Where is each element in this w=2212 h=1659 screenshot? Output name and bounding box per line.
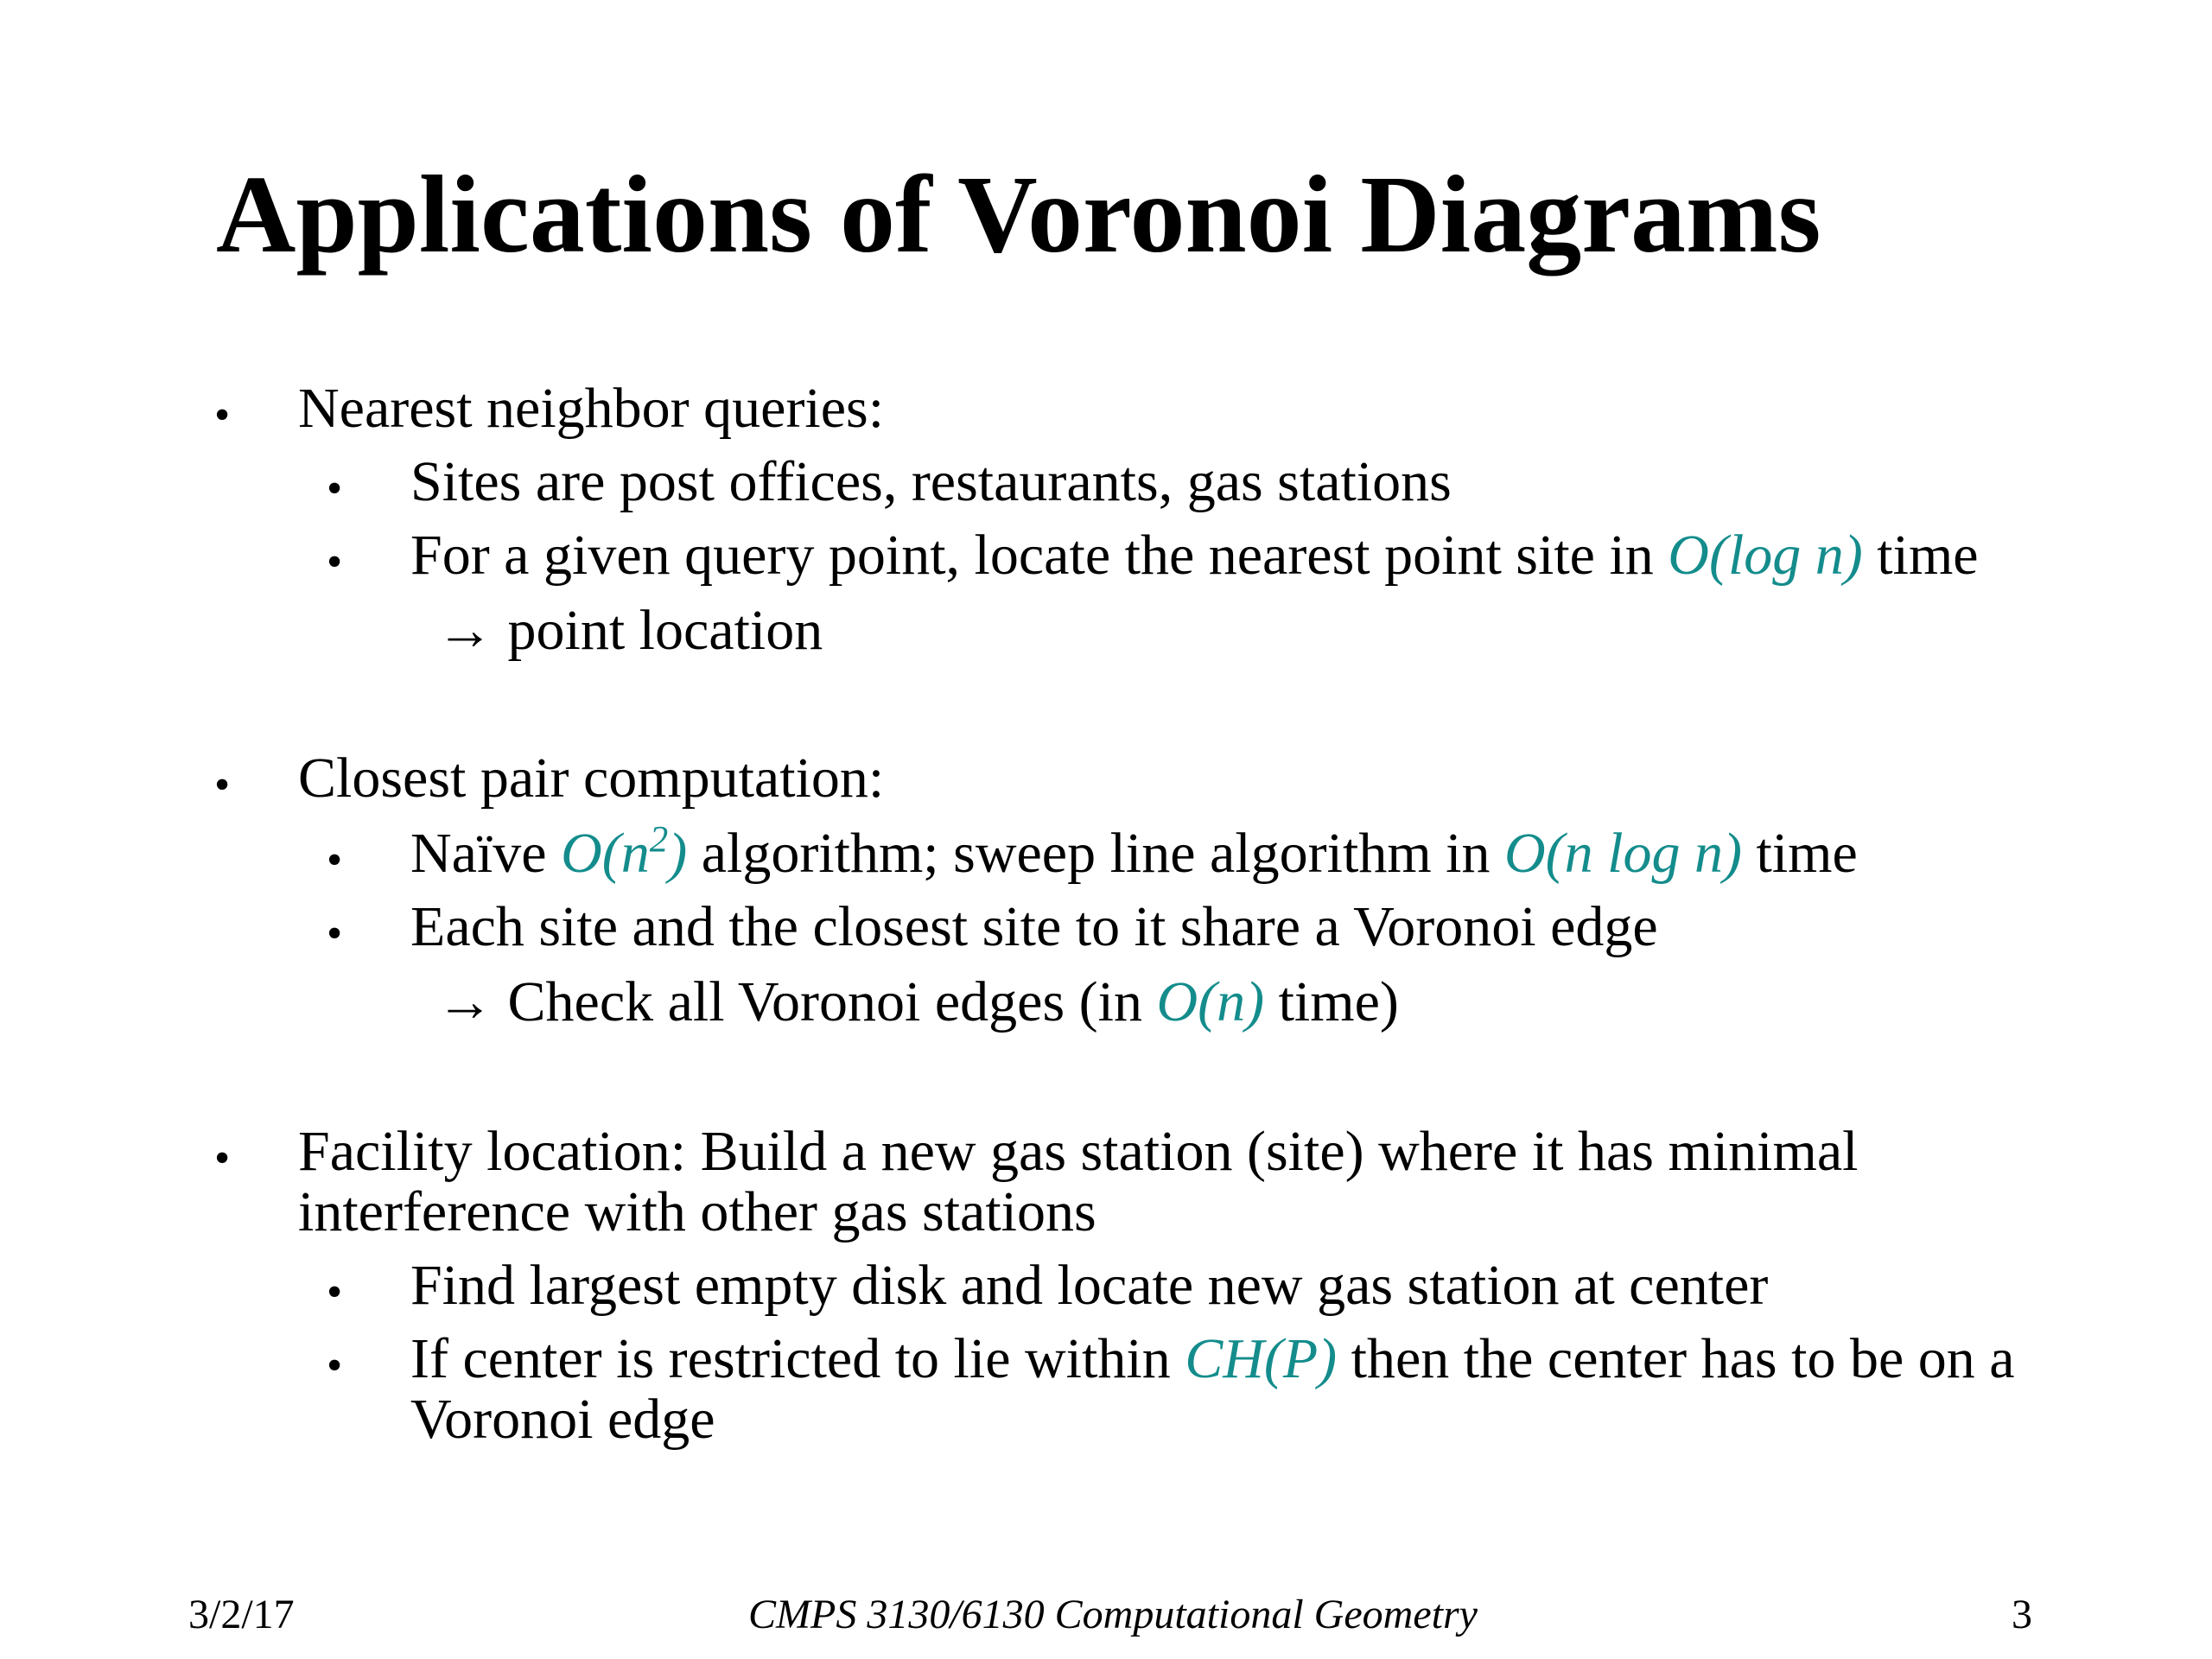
note-point-location: → point location (436, 599, 823, 662)
bullet-dot: • (214, 760, 231, 810)
math-o-log-n: O(log n) (1668, 524, 1863, 587)
sub-item-largest-disk: Find largest empty disk and locate new gas station at center (410, 1254, 1769, 1317)
bullet-dot: • (327, 1268, 343, 1317)
bullet-dot: • (327, 537, 343, 587)
section-heading-nearest-neighbor: Nearest neighbor queries: (298, 377, 885, 440)
sub-item-share-edge: Each site and the closest site to it share a Voronoi edge (410, 895, 1658, 958)
note-check-edges: → Check all Voronoi edges (in O(n) time) (436, 970, 1399, 1033)
footer-date: 3/2/17 (188, 1592, 295, 1637)
bullet-dot: • (214, 1134, 231, 1183)
bullet-dot: • (327, 1341, 343, 1390)
sub-item-center-restricted: If center is restricted to lie within CH(P) then the center has to be on a (410, 1327, 2015, 1390)
sub-item-naive-algorithm: Naïve $O(n^2)$ algorithm; sweep line algorithm in O(n log n) time (410, 819, 1858, 885)
section-heading-facility-location-cont: interference with other gas stations (298, 1180, 1096, 1243)
slide-title: Applications of Voronoi Diagrams (216, 153, 1821, 276)
sub-item-sites: Sites are post offices, restaurants, gas stations (410, 450, 1452, 513)
sub-item-query-point: For a given query point, locate the nearest point site in O(log n) time (410, 524, 1979, 587)
bullet-dot: • (214, 391, 231, 440)
bullet-dot: • (327, 836, 343, 885)
bullet-dot: • (327, 464, 343, 513)
math-ch-p: CH(P) (1185, 1327, 1338, 1390)
section-heading-closest-pair: Closest pair computation: (298, 747, 885, 810)
footer-page-number: 3 (2012, 1592, 2032, 1637)
arrow-right-icon: → (436, 599, 493, 662)
arrow-right-icon: → (436, 970, 493, 1033)
bullet-dot: • (327, 909, 343, 958)
math-o-n-log-n: O(n log n) (1504, 822, 1742, 885)
footer-course: CMPS 3130/6130 Computational Geometry (748, 1592, 1478, 1637)
math-o-n-squared: $O(n^2)$ (561, 819, 688, 885)
section-heading-facility-location: Facility location: Build a new gas station (site) where it has minimal (298, 1120, 1859, 1183)
sub-item-center-restricted-cont: Voronoi edge (410, 1388, 715, 1451)
math-o-n: O(n) (1156, 970, 1265, 1033)
